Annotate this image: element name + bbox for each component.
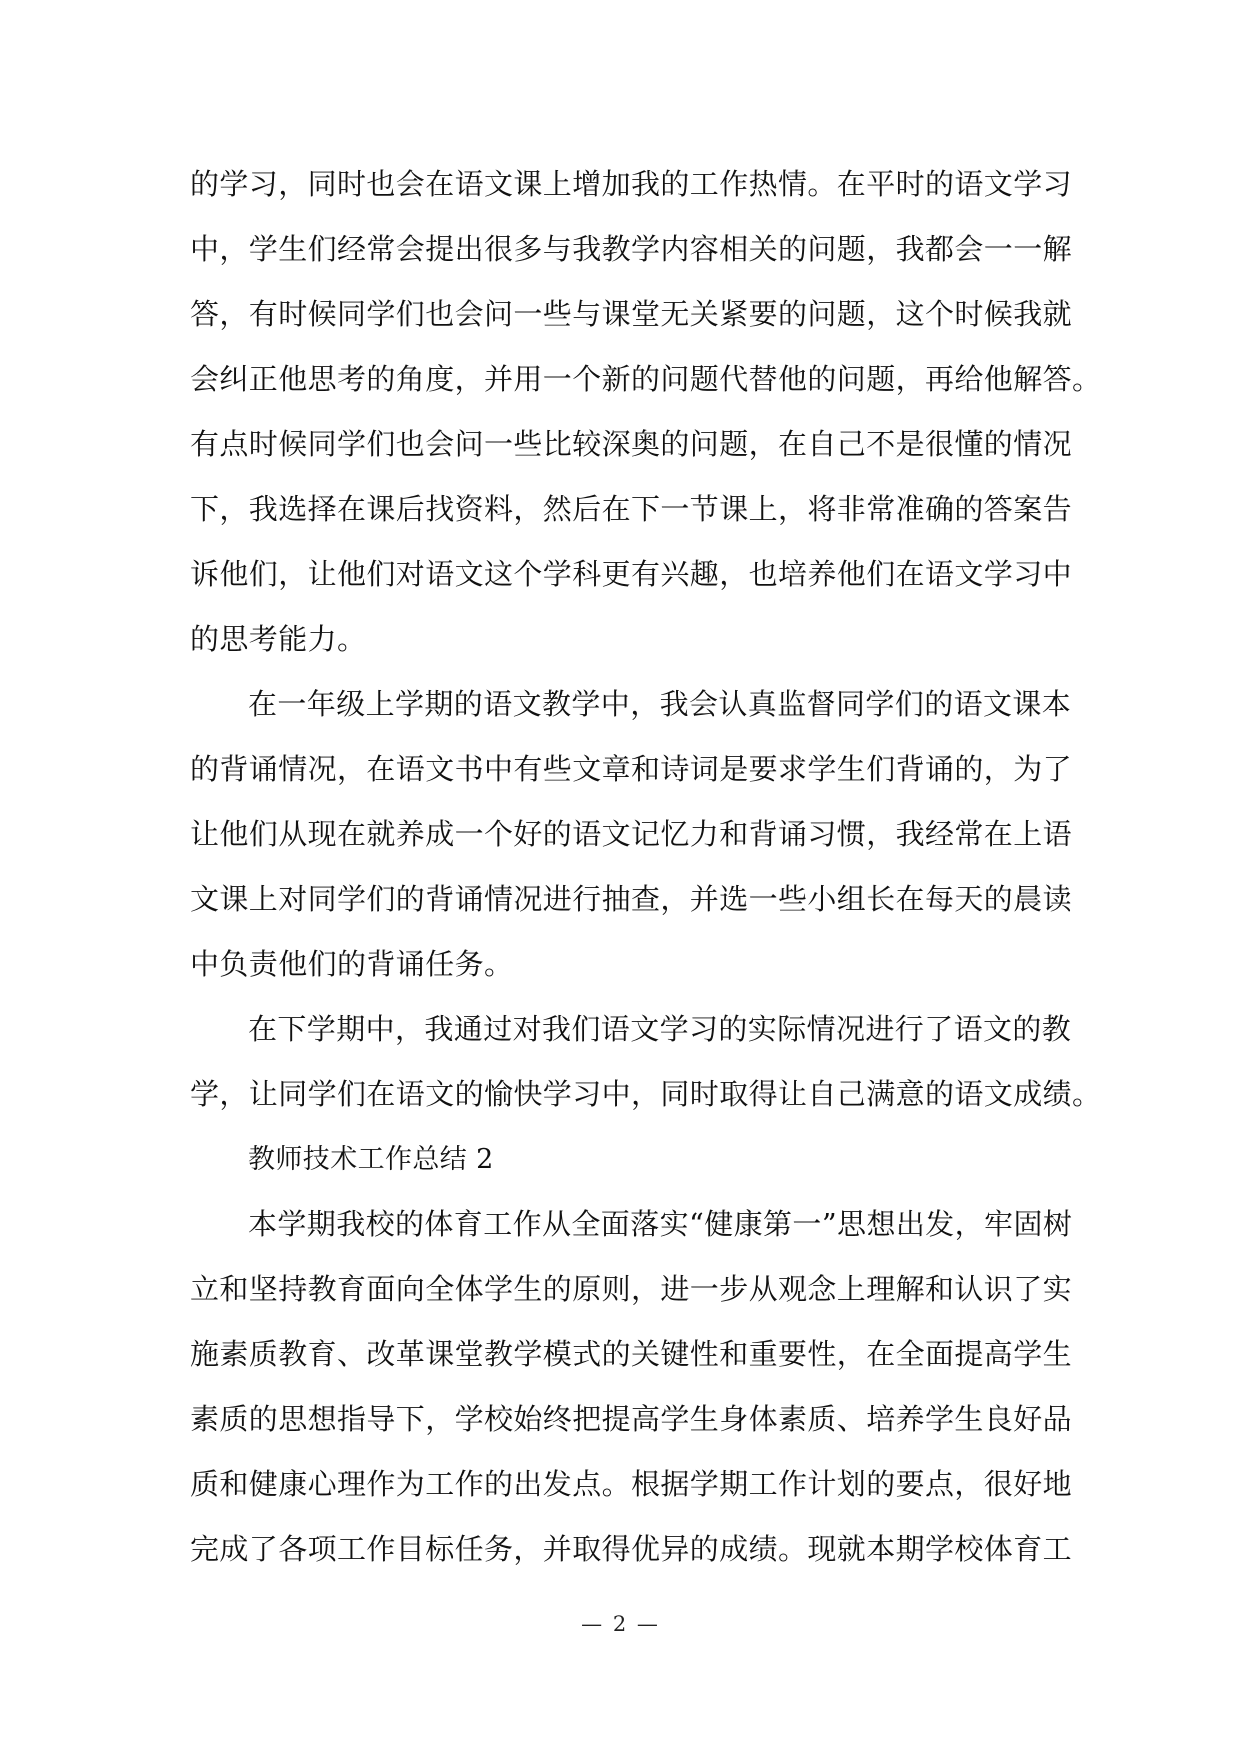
paragraph-line: 有点时候同学们也会问一些比较深奥的问题，在自己不是很懂的情况	[190, 427, 1073, 461]
document-body	[190, 152, 1102, 1582]
paragraph-line: 素质的思想指导下，学校始终把提高学生身体素质、培养学生良好品	[190, 1402, 1073, 1436]
paragraph-line: 本学期我校的体育工作从全面落实“健康第一”思想出发，牢固树	[248, 1207, 1073, 1241]
paragraph-line: 完成了各项工作目标任务，并取得优异的成绩。现就本期学校体育工	[190, 1532, 1073, 1566]
paragraph-line: 施素质教育、改革课堂教学模式的关键性和重要性，在全面提高学生	[190, 1337, 1073, 1371]
paragraph-line: 的学习，同时也会在语文课上增加我的工作热情。在平时的语文学习	[190, 167, 1073, 201]
paragraph-line: 质和健康心理作为工作的出发点。根据学期工作计划的要点，很好地	[190, 1467, 1073, 1501]
paragraph-line: 学，让同学们在语文的愉快学习中，同时取得让自己满意的语文成绩。	[190, 1077, 1102, 1111]
section-heading: 教师技术工作总结 2	[248, 1144, 494, 1175]
paragraph-line: 中负责他们的背诵任务。	[190, 947, 514, 981]
paragraph-line: 下，我选择在课后找资料，然后在下一节课上，将非常准确的答案告	[190, 492, 1073, 526]
paragraph-line: 的背诵情况，在语文书中有些文章和诗词是要求学生们背诵的，为了	[190, 752, 1073, 786]
paragraph-line: 的思考能力。	[190, 622, 367, 656]
paragraph-line: 文课上对同学们的背诵情况进行抽查，并选一些小组长在每天的晨读	[190, 882, 1073, 916]
paragraph-line: 让他们从现在就养成一个好的语文记忆力和背诵习惯，我经常在上语	[190, 817, 1073, 851]
paragraph-line: 答，有时候同学们也会问一些与课堂无关紧要的问题，这个时候我就	[190, 297, 1073, 331]
paragraph-line: 中，学生们经常会提出很多与我教学内容相关的问题，我都会一一解	[190, 232, 1073, 266]
paragraph-line: 在下学期中，我通过对我们语文学习的实际情况进行了语文的教	[248, 1012, 1072, 1046]
page-number: — 2 —	[581, 1612, 660, 1636]
paragraph-line: 会纠正他思考的角度，并用一个新的问题代替他的问题，再给他解答。	[190, 362, 1102, 396]
paragraph-line: 立和坚持教育面向全体学生的原则，进一步从观念上理解和认识了实	[190, 1272, 1073, 1306]
paragraph-line: 在一年级上学期的语文教学中，我会认真监督同学们的语文课本	[248, 687, 1072, 721]
paragraph-line: 诉他们，让他们对语文这个学科更有兴趣，也培养他们在语文学习中	[190, 557, 1073, 591]
